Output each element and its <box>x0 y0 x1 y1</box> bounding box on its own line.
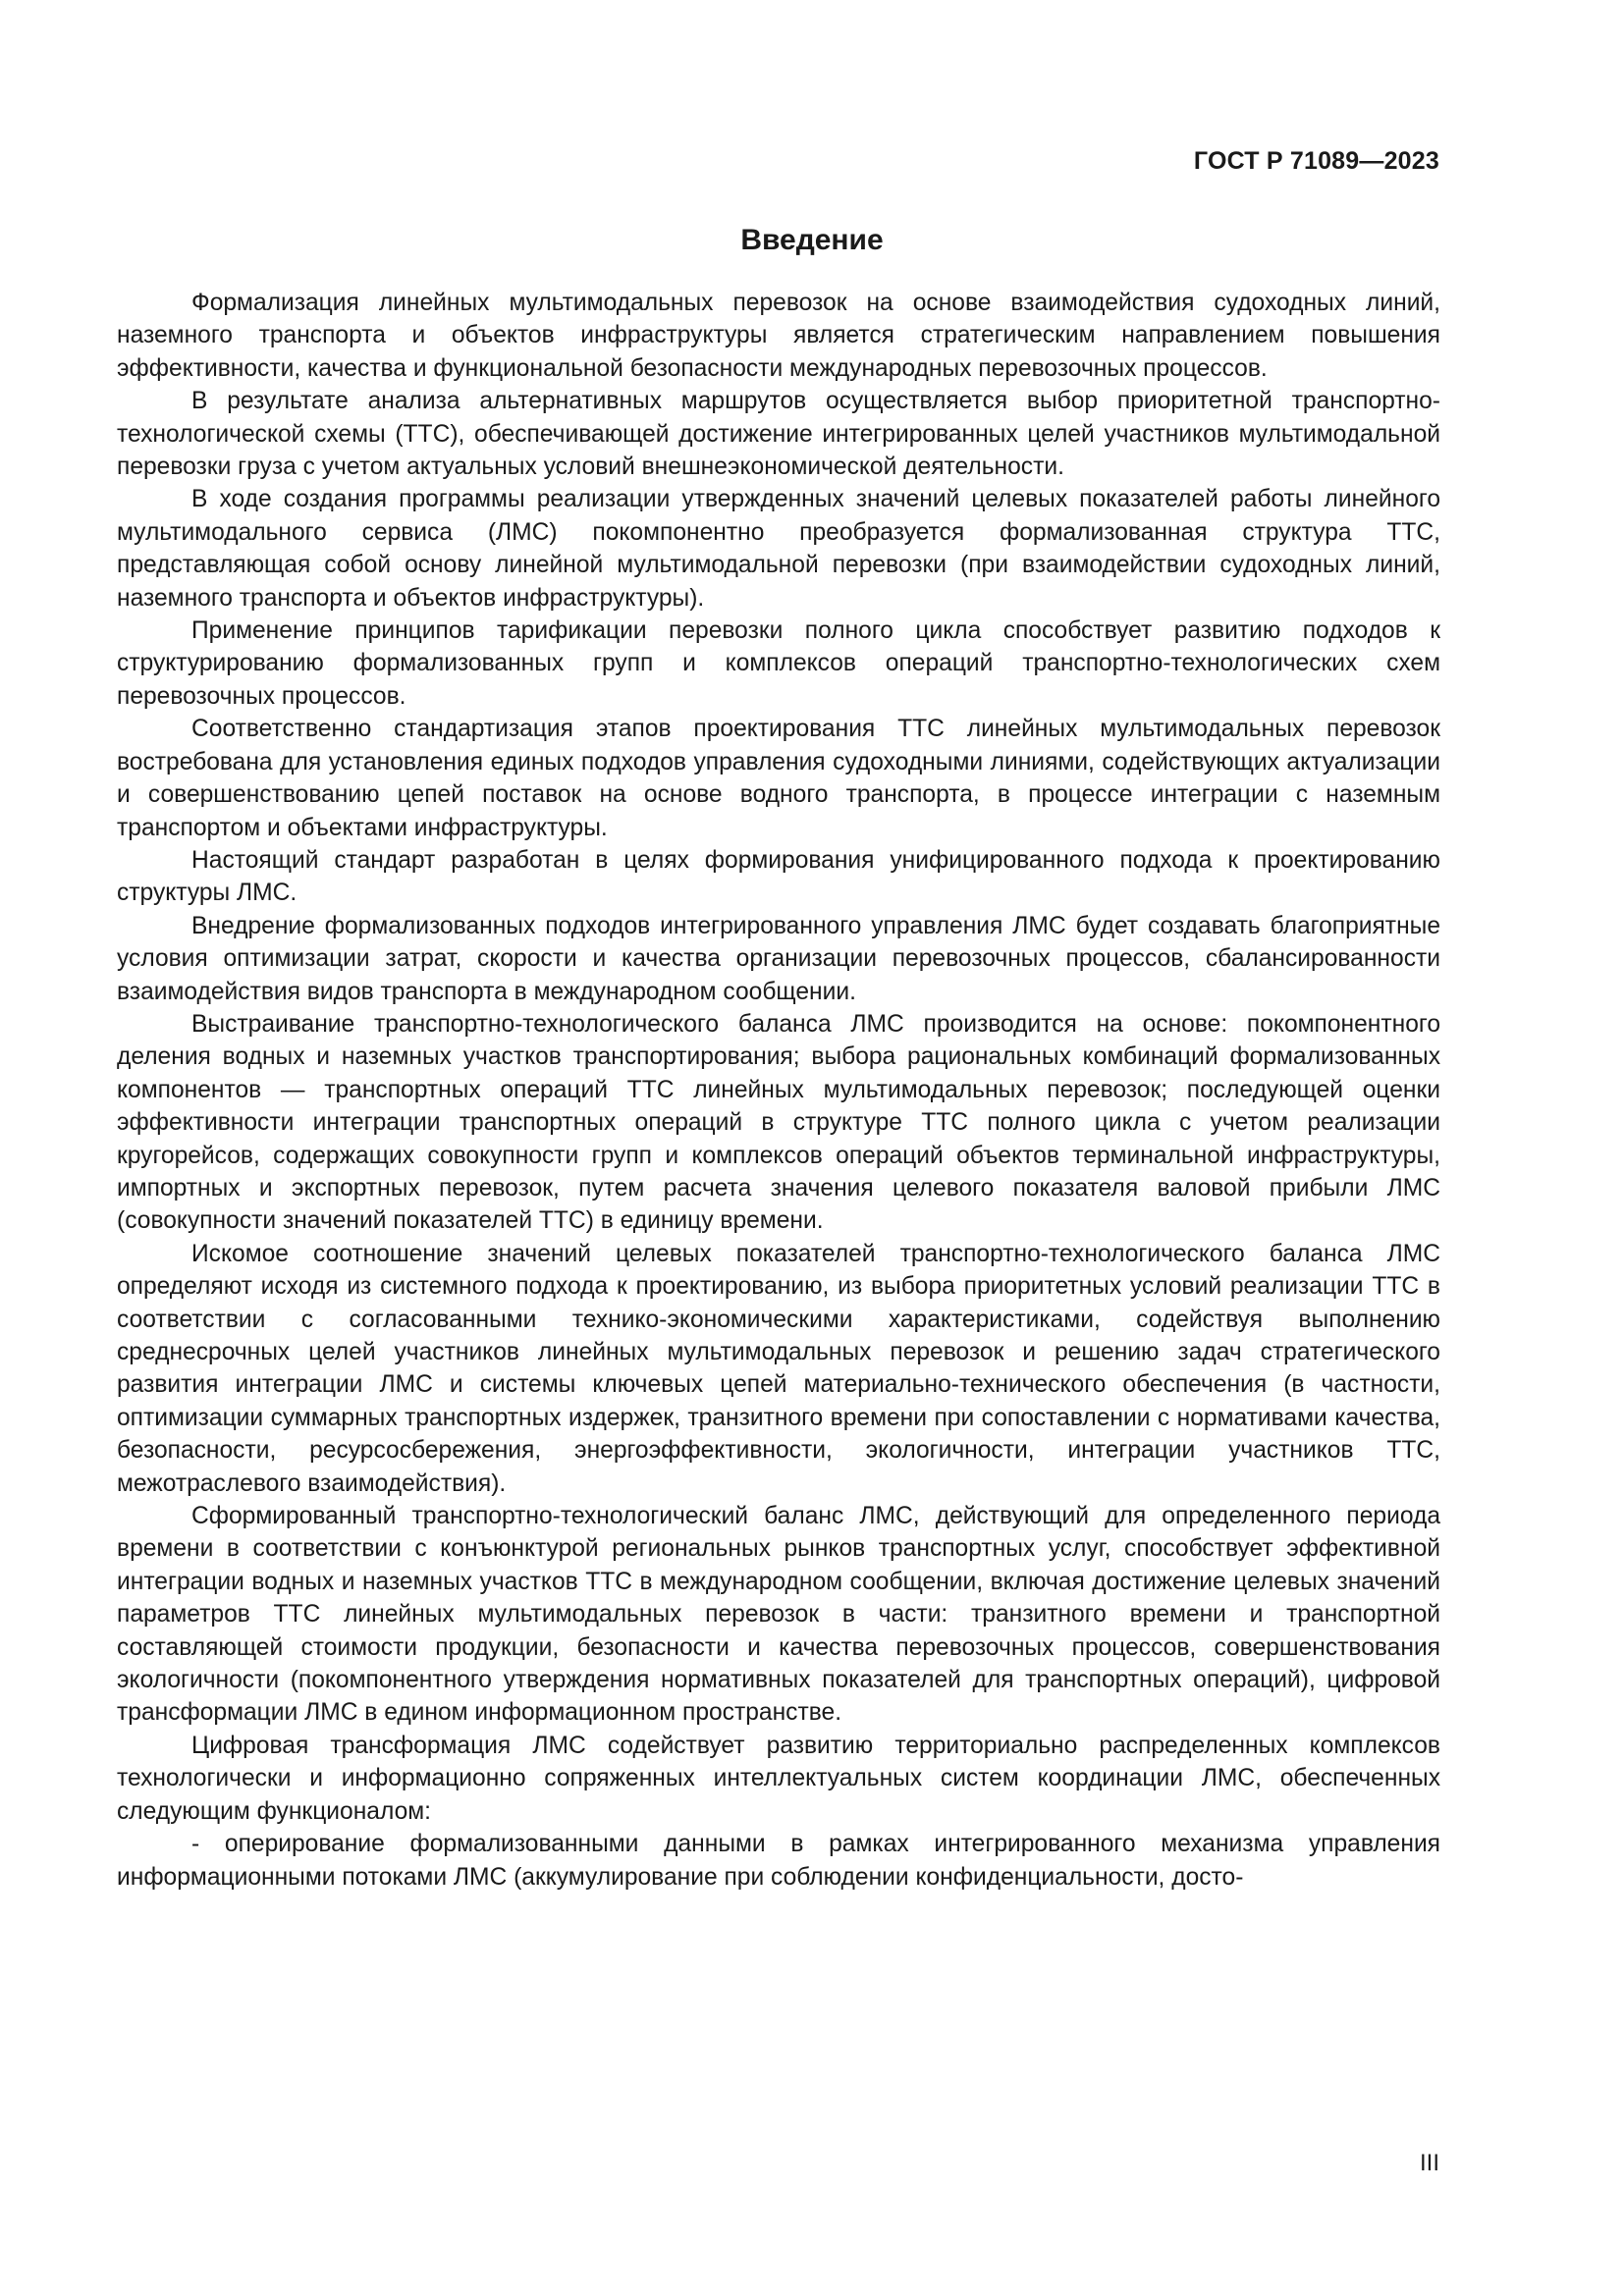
paragraph: Цифровая трансформация ЛМС содействует развитию территориально распределенных комплексов технологически и информационно сопряженных интеллектуальных систем координации ЛМС, обеспеченных следующим функционалом: <box>117 1732 1440 1825</box>
paragraph: Искомое соотношение значений целевых показателей транспортно-технологического баланса ЛМС определяют исходя из системного подхода к проектированию, из выбора приоритетных условий реализации ТТС в соответствии с согласованными технико-экономическими характеристиками, содействуя выполнению среднесрочных целей участников линейных мультимодальных перевозок и решению задач стратегического развития интеграции ЛМС и системы ключевых цепей материально-технического обеспечения (в частности, оптимизации суммарных транспортных издержек, транзитного времени при сопоставлении с нормативами качества, безопасности, ресурсосбережения, энергоэффективности, экологичности, интеграции участников ТТС, межотраслевого взаимодействия). <box>117 1240 1440 1497</box>
paragraph: Соответственно стандартизация этапов проектирования ТТС линейных мультимодальных перевозок востребована для установления единых подходов управления судоходными линиями, содействующих актуализации и совершенствованию цепей поставок на основе водного транспорта, в процессе интеграции с наземным транспортом и объектами инфраструктуры. <box>117 716 1440 841</box>
paragraph: В результате анализа альтернативных маршрутов осуществляется выбор приоритетной транспортно-технологической схемы (ТТС), обеспечивающей достижение интегрированных целей участников мультимодальной перевозки груза с учетом актуальных условий внешнеэкономической деятельности. <box>117 388 1440 481</box>
paragraph: Выстраивание транспортно-технологического баланса ЛМС производится на основе: покомпонентного деления водных и наземных участков транспортирования; выбора рациональных комбинаций формализованных компонентов — транспортных операций ТТС линейных мультимодальных перевозок; последующей оценки эффективности интеграции транспортных операций в структуре ТТС полного цикла с учетом реализации кругорейсов, содержащих совокупности групп и комплексов операций объектов терминальной инфраструктуры, импортных и экспортных перевозок, путем расчета значения целевого показателя валовой прибыли ЛМС (совокупности значений показателей ТТС) в единицу времени. <box>117 1010 1440 1235</box>
list-item: - оперирование формализованными данными в рамках интегрированного механизма управления информационными потоками ЛМС (аккумулирование при соблюдении конфиденциальности, досто- <box>117 1831 1440 1891</box>
paragraph: Применение принципов тарификации перевозки полного цикла способствует развитию подходов к структурированию формализованных групп и комплексов операций транспортно-технологических схем перевозочных процессов. <box>117 617 1440 710</box>
paragraph: Формализация линейных мультимодальных перевозок на основе взаимодействия судоходных линий, наземного транспорта и объектов инфраструктуры является стратегическим направлением повышения эффективности, качества и функциональной безопасности международных перевозочных процессов. <box>117 290 1440 382</box>
paragraph: Настоящий стандарт разработан в целях формирования унифицированного подхода к проектированию структуры ЛМС. <box>117 846 1440 907</box>
document-code: ГОСТ Р 71089—2023 <box>1193 147 1439 175</box>
paragraph: Сформированный транспортно-технологический баланс ЛМС, действующий для определенного периода времени в соответствии с конъюнктурой региональных рынков транспортных услуг, способствует эффективной интеграции водных и наземных участков ТТС в международном сообщении, включая достижение целевых значений параметров ТТС линейных мультимодальных перевозок в части: транзитного времени и транспортной составляющей стоимости продукции, безопасности и качества перевозочных процессов, совершенствования экологичности (покомпонентного утверждения нормативных показателей для транспортных операций), цифровой трансформации ЛМС в едином информационном пространстве. <box>117 1503 1440 1727</box>
section-title: Введение <box>740 224 884 256</box>
body-text <box>117 287 1440 1894</box>
page-number: III <box>1419 2150 1439 2176</box>
paragraph: В ходе создания программы реализации утвержденных значений целевых показателей работы линейного мультимодального сервиса (ЛМС) покомпонентно преобразуется формализованная структура ТТС, представляющая собой основу линейной мультимодальной перевозки (при взаимодействии судоходных линий, наземного транспорта и объектов инфраструктуры). <box>117 486 1440 612</box>
paragraph: Внедрение формализованных подходов интегрированного управления ЛМС будет создавать благоприятные условия оптимизации затрат, скорости и качества организации перевозочных процессов, сбалансированности взаимодействия видов транспорта в международном сообщении. <box>117 912 1440 1005</box>
